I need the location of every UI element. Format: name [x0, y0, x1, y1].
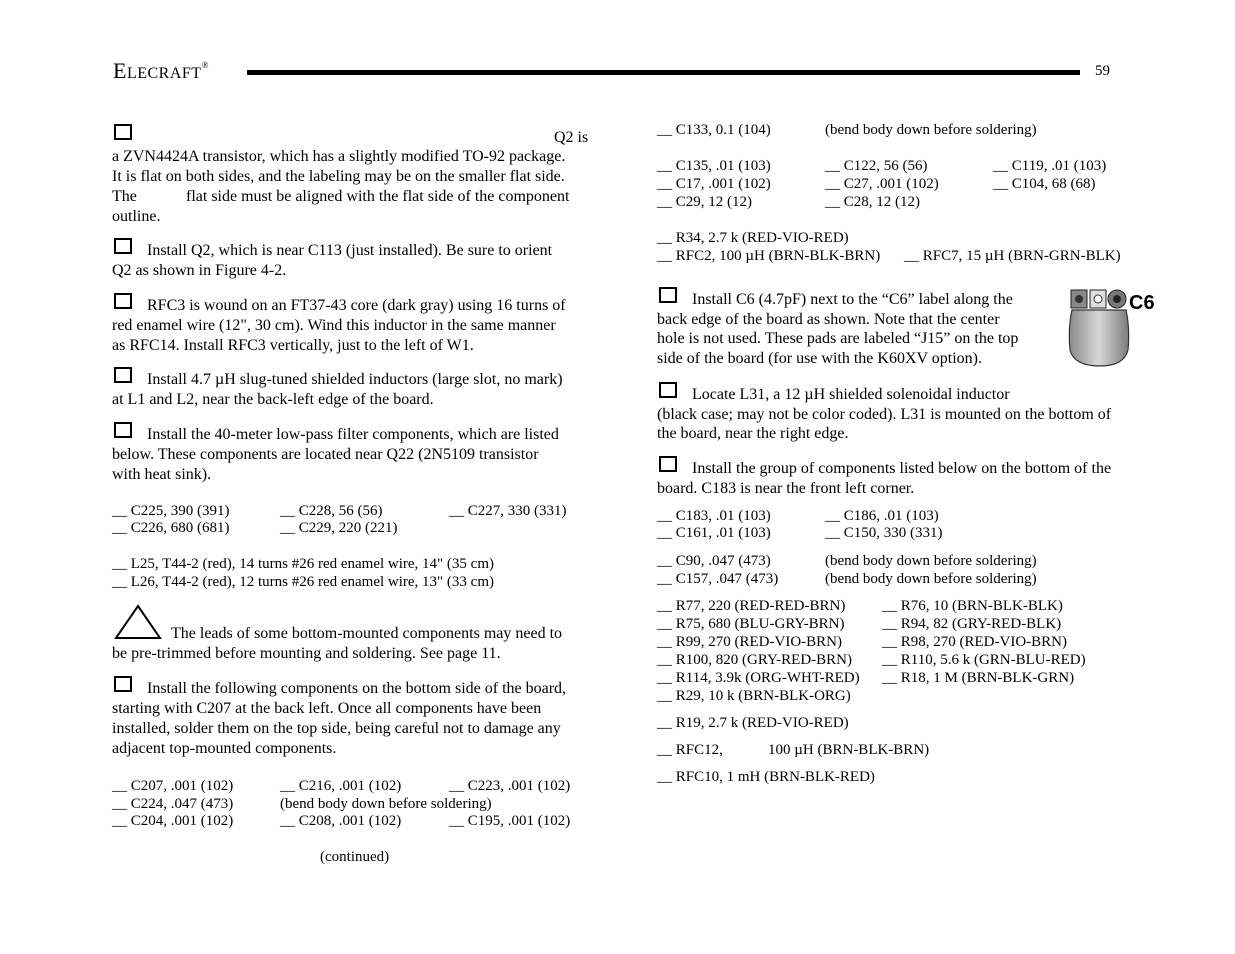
list-item: __ R29, 10 k (BRN-BLK-ORG)	[657, 688, 851, 704]
checkbox-rfc3[interactable]	[114, 293, 132, 309]
list-item: __ C207, .001 (102)	[112, 778, 234, 794]
p2-line1: Install Q2, which is near C113 (just installed). Be sure to orient	[147, 242, 553, 259]
p4-line1: Install 4.7 µH slug-tuned shielded inductors (large slot, no mark)	[147, 371, 563, 388]
l31-line1: Locate L31, a 12 µH shielded solenoidal inductor	[692, 386, 1010, 403]
header-rule	[247, 70, 1080, 75]
list-item: __ L25, T44-2 (red), 14 turns #26 red enamel wire, 14" (35 cm)	[112, 556, 494, 572]
list-item: __ R100, 820 (GRY-RED-BRN)	[657, 652, 853, 668]
list-item: __ C157, .047 (473)	[657, 571, 779, 587]
list-item: __ C122, 56 (56)	[825, 158, 928, 174]
checkbox-slug-inductors[interactable]	[114, 367, 132, 383]
p1-line3: It is flat on both sides, and the labeling may be on the smaller flat side.	[112, 168, 565, 185]
c6-silkscreen-label: C6	[1129, 292, 1155, 314]
list-item: __ C17, .001 (102)	[657, 176, 771, 192]
list-item: __ R94, 82 (GRY-RED-BLK)	[882, 616, 1062, 632]
list-item: __ C226, 680 (681)	[112, 520, 230, 536]
warning-triangle-icon	[113, 604, 163, 640]
p1-line4a: The	[112, 188, 137, 205]
list-item: __ R75, 680 (BLU-GRY-BRN)	[657, 616, 845, 632]
list-item: __ C183, .01 (103)	[657, 508, 771, 524]
p3-line3: as RFC14. Install RFC3 vertically, just to the left of W1.	[112, 337, 474, 354]
c6-line3: hole is not used. These pads are labeled “J15” on the top	[657, 330, 1019, 347]
list-item: __ C119, .01 (103)	[993, 158, 1107, 174]
registered-mark: ®	[201, 60, 209, 70]
p3-line1: RFC3 is wound on an FT37-43 core (dark gray) using 16 turns of	[147, 297, 566, 314]
c6-pads-figure	[1066, 288, 1156, 368]
checkbox-locate-l31[interactable]	[659, 382, 677, 398]
list-item-note: (bend body down before soldering)	[825, 122, 1037, 138]
continued-note: (continued)	[320, 849, 390, 865]
warning-line1: The leads of some bottom-mounted components may need to	[171, 625, 563, 642]
c6-line2: back edge of the board as shown. Note that the center	[657, 311, 1000, 328]
list-item-note: (bend body down before soldering)	[825, 553, 1037, 569]
p1-line4b: flat side must be aligned with the flat side of the component	[186, 188, 570, 205]
list-item-note: (bend body down before soldering)	[825, 571, 1037, 587]
list-item: __ C150, 330 (331)	[825, 525, 943, 541]
list-item: __ R34, 2.7 k (RED-VIO-RED)	[657, 230, 849, 246]
checkbox-install-group[interactable]	[659, 456, 677, 472]
list-item: __ C27, .001 (102)	[825, 176, 939, 192]
checkbox-bottom-components[interactable]	[114, 676, 132, 692]
list-item: __ R110, 5.6 k (GRN-BLU-RED)	[882, 652, 1086, 668]
p6-line2: starting with C207 at the back left. Once all components have been	[112, 700, 542, 717]
p6-line3: installed, solder them on the top side, being careful not to damage any	[112, 720, 561, 737]
p1-line2: a ZVN4424A transistor, which has a slightly modified TO-92 package.	[112, 148, 566, 165]
list-item: __ R98, 270 (RED-VIO-BRN)	[882, 634, 1067, 650]
p2-line2: Q2 as shown in Figure 4-2.	[112, 262, 287, 279]
checkbox-install-c6[interactable]	[659, 287, 677, 303]
list-item: __ RFC12,	[657, 742, 723, 758]
list-item: __ C229, 220 (221)	[280, 520, 398, 536]
list-item: __ C216, .001 (102)	[280, 778, 402, 794]
list-item: __ R77, 220 (RED-RED-BRN)	[657, 598, 846, 614]
p3-line2: red enamel wire (12", 30 cm). Wind this inductor in the same manner	[112, 317, 556, 334]
list-item: __ C204, .001 (102)	[112, 813, 234, 829]
list-item: __ R76, 10 (BRN-BLK-BLK)	[882, 598, 1063, 614]
list-item: __ RFC2, 100 µH (BRN-BLK-BRN)	[657, 248, 881, 264]
p1-line5: outline.	[112, 208, 161, 225]
list-item: __ C133, 0.1 (104)	[657, 122, 771, 138]
p5-line1: Install the 40-meter low-pass filter components, which are listed	[147, 426, 559, 443]
list-item: __ R114, 3.9k (ORG-WHT-RED)	[657, 670, 860, 686]
list-item-note: (bend body down before soldering)	[280, 796, 492, 812]
list-item-value: 100 µH (BRN-BLK-BRN)	[768, 742, 930, 758]
list-item: __ C195, .001 (102)	[449, 813, 571, 829]
p6-line1: Install the following components on the bottom side of the board,	[147, 680, 567, 697]
brand-initial: E	[113, 58, 127, 83]
l31-line3: the board, near the right edge.	[657, 425, 849, 442]
list-item: __ C104, 68 (68)	[993, 176, 1096, 192]
checkbox-install-q2[interactable]	[114, 238, 132, 254]
list-item: __ C227, 330 (331)	[449, 503, 567, 519]
list-item: __ R99, 270 (RED-VIO-BRN)	[657, 634, 842, 650]
list-item: __ L26, T44-2 (red), 12 turns #26 red enamel wire, 13" (33 cm)	[112, 574, 494, 590]
list-item: __ R18, 1 M (BRN-BLK-GRN)	[882, 670, 1075, 686]
c6-line4: side of the board (for use with the K60XV option).	[657, 350, 982, 367]
list-item: __ C28, 12 (12)	[825, 194, 920, 210]
brand-logo	[113, 58, 209, 84]
l31-line2: (black case; may not be color coded). L31 is mounted on the bottom of	[657, 406, 1112, 423]
warning-line2: be pre-trimmed before mounting and soldering. See page 11.	[112, 645, 501, 662]
list-item: __ C224, .047 (473)	[112, 796, 234, 812]
brand-rest: LECRAFT	[126, 65, 202, 82]
list-item: __ RFC10, 1 mH (BRN-BLK-RED)	[657, 769, 875, 785]
p5-line2: below. These components are located near Q22 (2N5109 transistor	[112, 446, 539, 463]
list-item: __ C135, .01 (103)	[657, 158, 771, 174]
list-item: __ C186, .01 (103)	[825, 508, 939, 524]
list-item: __ RFC7, 15 µH (BRN-GRN-BLK)	[904, 248, 1121, 264]
list-item: __ C90, .047 (473)	[657, 553, 771, 569]
group-line1: Install the group of components listed below on the bottom of the	[692, 460, 1112, 477]
p1-trail: Q2 is	[554, 129, 589, 146]
list-item: __ R19, 2.7 k (RED-VIO-RED)	[657, 715, 849, 731]
c6-line1: Install C6 (4.7pF) next to the “C6” label along the	[692, 291, 1013, 308]
p6-line4: adjacent top-mounted components.	[112, 740, 337, 757]
list-item: __ C223, .001 (102)	[449, 778, 571, 794]
list-item: __ C29, 12 (12)	[657, 194, 752, 210]
list-item: __ C208, .001 (102)	[280, 813, 402, 829]
p4-line2: at L1 and L2, near the back-left edge of the board.	[112, 391, 434, 408]
p5-line3: with heat sink).	[112, 466, 212, 483]
checkbox-lpf-components[interactable]	[114, 422, 132, 438]
list-item: __ C228, 56 (56)	[280, 503, 383, 519]
list-item: __ C161, .01 (103)	[657, 525, 771, 541]
list-item: __ C225, 390 (391)	[112, 503, 230, 519]
checkbox-q2-intro[interactable]	[114, 124, 132, 140]
page-number: 59	[1095, 63, 1110, 79]
group-line2: board. C183 is near the front left corner.	[657, 480, 915, 497]
